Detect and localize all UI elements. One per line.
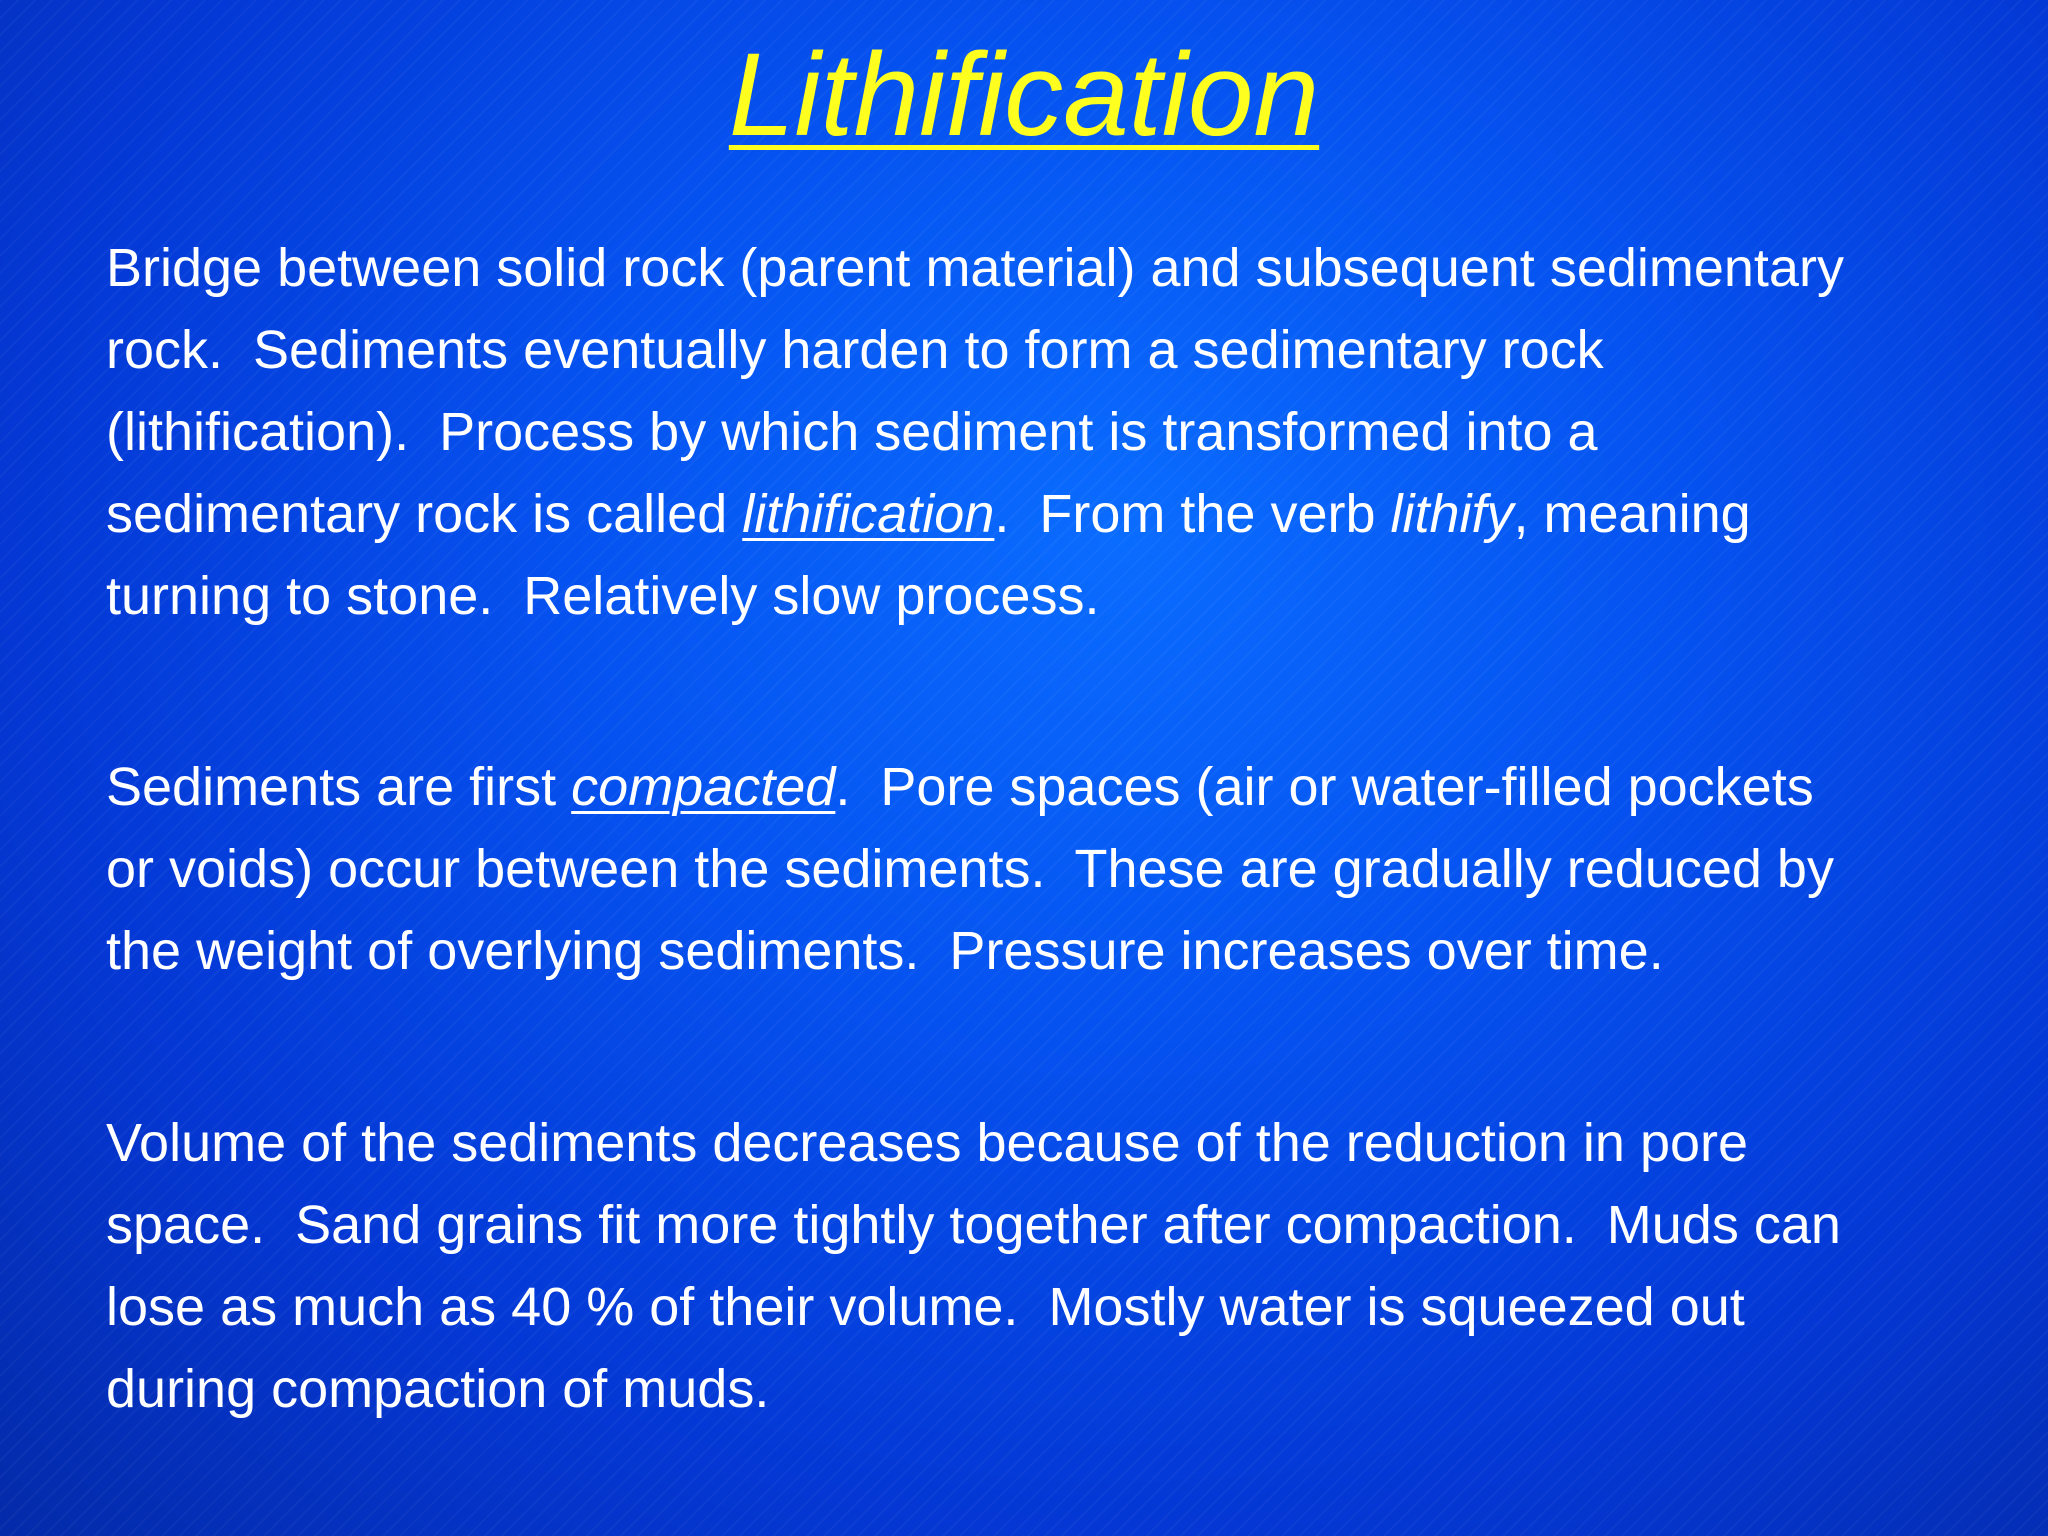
paragraph-text: sedimentary rock is called: [106, 484, 743, 544]
term-lithify: lithify: [1390, 484, 1514, 544]
term-compacted: compacted: [571, 757, 836, 817]
paragraph-text: . Pore spaces (air or water-filled pockets: [835, 757, 1814, 817]
paragraph-line: space. Sand grains fit more tightly together after compaction. Muds can: [106, 1195, 1841, 1255]
term-lithification: lithification: [742, 484, 995, 544]
paragraph-line: lose as much as 40 % of their volume. Mostly water is squeezed out: [106, 1277, 1745, 1337]
paragraph-line: Volume of the sediments decreases because of the reduction in pore: [106, 1113, 1749, 1173]
paragraph-text: . From the verb: [994, 484, 1391, 544]
paragraph-line: Bridge between solid rock (parent material) and subsequent sedimentary: [106, 238, 1844, 298]
paragraph-text: , meaning: [1513, 484, 1751, 544]
paragraph-line: turning to stone. Relatively slow process.: [106, 566, 1100, 626]
paragraph-text: Sediments are first: [106, 757, 572, 817]
paragraph-line: during compaction of muds.: [106, 1359, 770, 1419]
paragraph-definition: [106, 227, 1996, 637]
paragraph-line: rock. Sediments eventually harden to form a sedimentary rock: [106, 320, 1604, 380]
paragraph-line: the weight of overlying sediments. Pressure increases over time.: [106, 921, 1664, 981]
slide-title-text: Lithification: [728, 29, 1320, 161]
slide-title: [0, 30, 2048, 160]
paragraph-line: (lithification). Process by which sediment is transformed into a: [106, 402, 1598, 462]
paragraph-compaction: [106, 746, 1996, 992]
paragraph-volume: [106, 1102, 1996, 1430]
paragraph-line: or voids) occur between the sediments. These are gradually reduced by: [106, 839, 1834, 899]
